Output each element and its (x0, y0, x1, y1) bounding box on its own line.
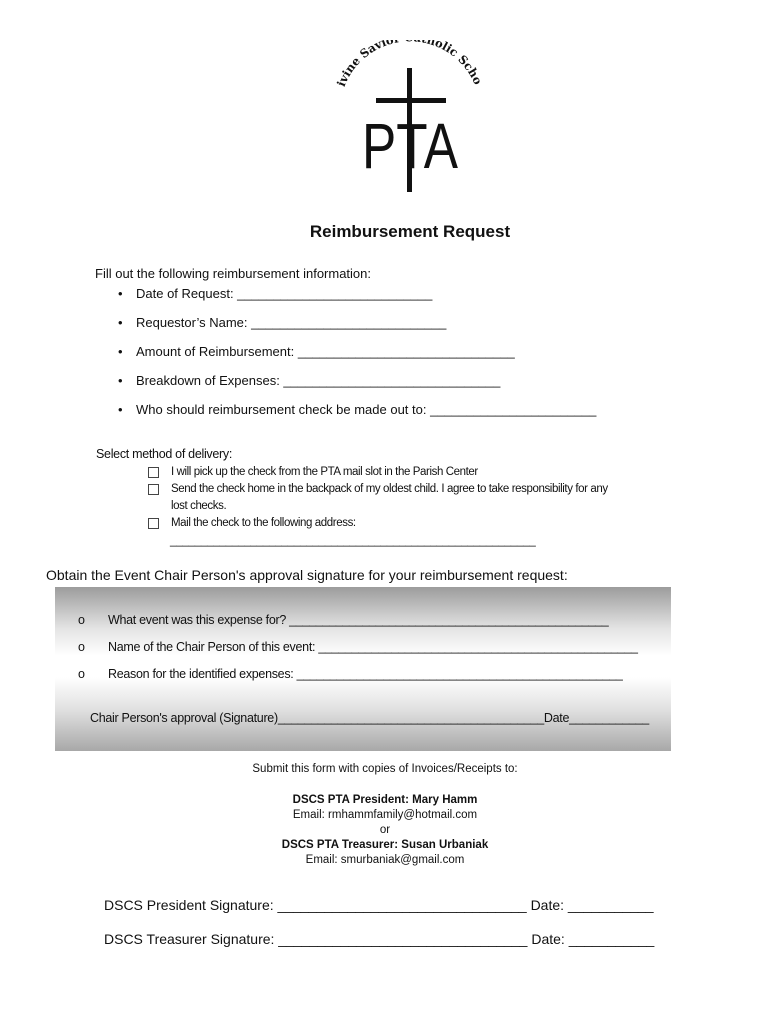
address-line[interactable]: ___________________________________________________________ (170, 535, 536, 547)
delivery-label: Select method of delivery: (96, 447, 233, 461)
treasurer-email: Email: smurbaniak@gmail.com (305, 854, 465, 866)
treasurer-signature-line[interactable]: DSCS Treasurer Signature: ________________________________ Date: ___________ (104, 931, 655, 947)
list-item[interactable]: • Who should reimbursement check be made out to: _______________________ (118, 402, 597, 417)
approval-heading: Obtain the Event Chair Person's approval signature for your reimbursement request: (46, 567, 568, 583)
chair-name-question[interactable]: o Name of the Chair Person of this event: ________________________________________________ (78, 640, 638, 654)
checkbox-icon[interactable] (148, 484, 159, 495)
page-title: Reimbursement Request (309, 222, 511, 241)
logo-letters: PTA (362, 110, 459, 182)
pickup-option[interactable]: I will pick up the check from the PTA mail slot in the Parish Center (148, 464, 618, 481)
contacts-block (0, 793, 770, 868)
info-list (118, 286, 596, 431)
president-signature-line[interactable]: DSCS President Signature: ________________________________ Date: ___________ (104, 897, 654, 913)
list-item[interactable]: • Breakdown of Expenses: ______________________________ (118, 373, 501, 388)
cross-logo-icon (330, 40, 490, 200)
checkbox-icon[interactable] (148, 467, 159, 478)
reason-question[interactable]: o Reason for the identified expenses: _________________________________________________ (78, 667, 623, 681)
event-question[interactable]: o What event was this expense for? ________________________________________________ (78, 613, 609, 627)
list-item[interactable]: • Date of Request: ___________________________ (118, 286, 433, 301)
treasurer-name: DSCS PTA Treasurer: Susan Urbaniak (281, 839, 489, 851)
checkbox-icon[interactable] (148, 518, 159, 529)
pta-logo (330, 40, 490, 200)
list-item[interactable]: • Amount of Reimbursement: ______________________________ (118, 344, 515, 359)
backpack-option[interactable]: Send the check home in the backpack of my oldest child. I agree to take responsibility for any lost checks. (148, 481, 618, 515)
president-email: Email: rmhammfamily@hotmail.com (292, 809, 478, 821)
intro-text: Fill out the following reimbursement information: (95, 266, 372, 281)
delivery-options (148, 464, 618, 532)
chair-signature-line[interactable]: Chair Person's approval (Signature)________________________________________Date____________ (90, 711, 649, 725)
submit-instructions: Submit this form with copies of Invoices/Receipts to: (252, 763, 518, 775)
logo-arc-text: ivine Savio holic Scho (333, 40, 486, 89)
list-item[interactable]: • Requestor’s Name: ___________________________ (118, 315, 447, 330)
or-text: or (379, 824, 391, 836)
president-name: DSCS PTA President: Mary Hamm (292, 794, 478, 806)
mail-option[interactable]: Mail the check to the following address: (148, 515, 618, 532)
